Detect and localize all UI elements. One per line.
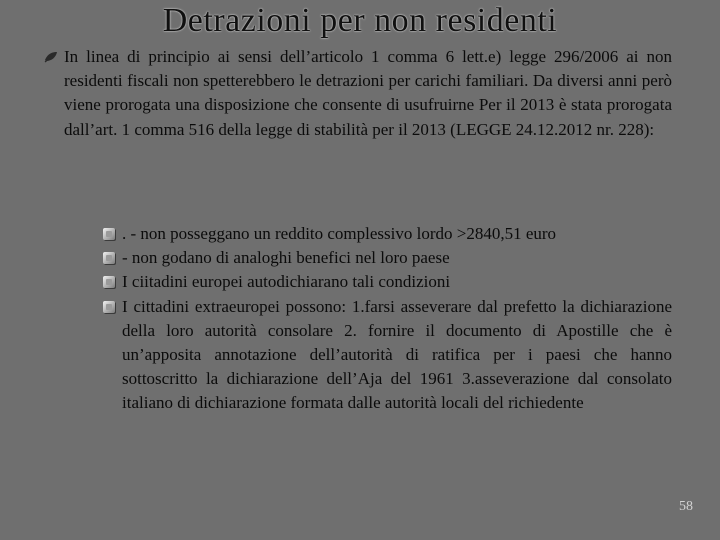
leaf-bullet-icon <box>44 50 58 64</box>
intro-text: In linea di principio ai sensi dell’articolo 1 comma 6 lett.e) legge 296/2006 ai non residenti fiscali non spetterebbero le detrazioni per carichi familiari. Da diversi anni però viene prorogata una disposizione che consente di usufruirne Per il 2013 è stata prorogata dall’art. 1 comma 516 della legge di stabilità per il 2013 (LEGGE 24.12.2012 nr. 228): <box>64 47 672 139</box>
list-item <box>101 295 672 416</box>
square-bullet-icon <box>103 301 115 313</box>
list-item <box>101 246 672 270</box>
list-item <box>101 222 672 246</box>
list-item-text: . - non posseggano un reddito complessivo lordo >2840,51 euro <box>122 224 557 243</box>
square-bullet-icon <box>103 252 115 264</box>
list-item-text: - non godano di analoghi benefici nel loro paese <box>122 248 450 268</box>
list-item-text: I ciitadini europei autodichiarano tali condizioni <box>122 272 451 292</box>
list-item <box>101 270 672 294</box>
square-bullet-icon <box>103 276 115 288</box>
list-item-text: I cittadini extraeuropei possono: 1.farsi asseverare dal prefetto la dichiarazione della loro autorità consolare 2. fornire il documento di Apostille che è un’apposita annotazione dell’autorità di ratifica per i paesi che hanno sottoscritto la dichiarazione dell’Aja del 1961 3.asseverazione dal consolato italiano di dichiarazione formata dalle autorità locali del richiedente <box>122 296 672 413</box>
intro-paragraph <box>44 45 672 142</box>
conditions-list <box>101 222 672 416</box>
square-bullet-icon <box>103 228 115 240</box>
slide-title: Detrazioni per non residenti <box>162 2 558 39</box>
page-number: 58 <box>679 499 693 514</box>
